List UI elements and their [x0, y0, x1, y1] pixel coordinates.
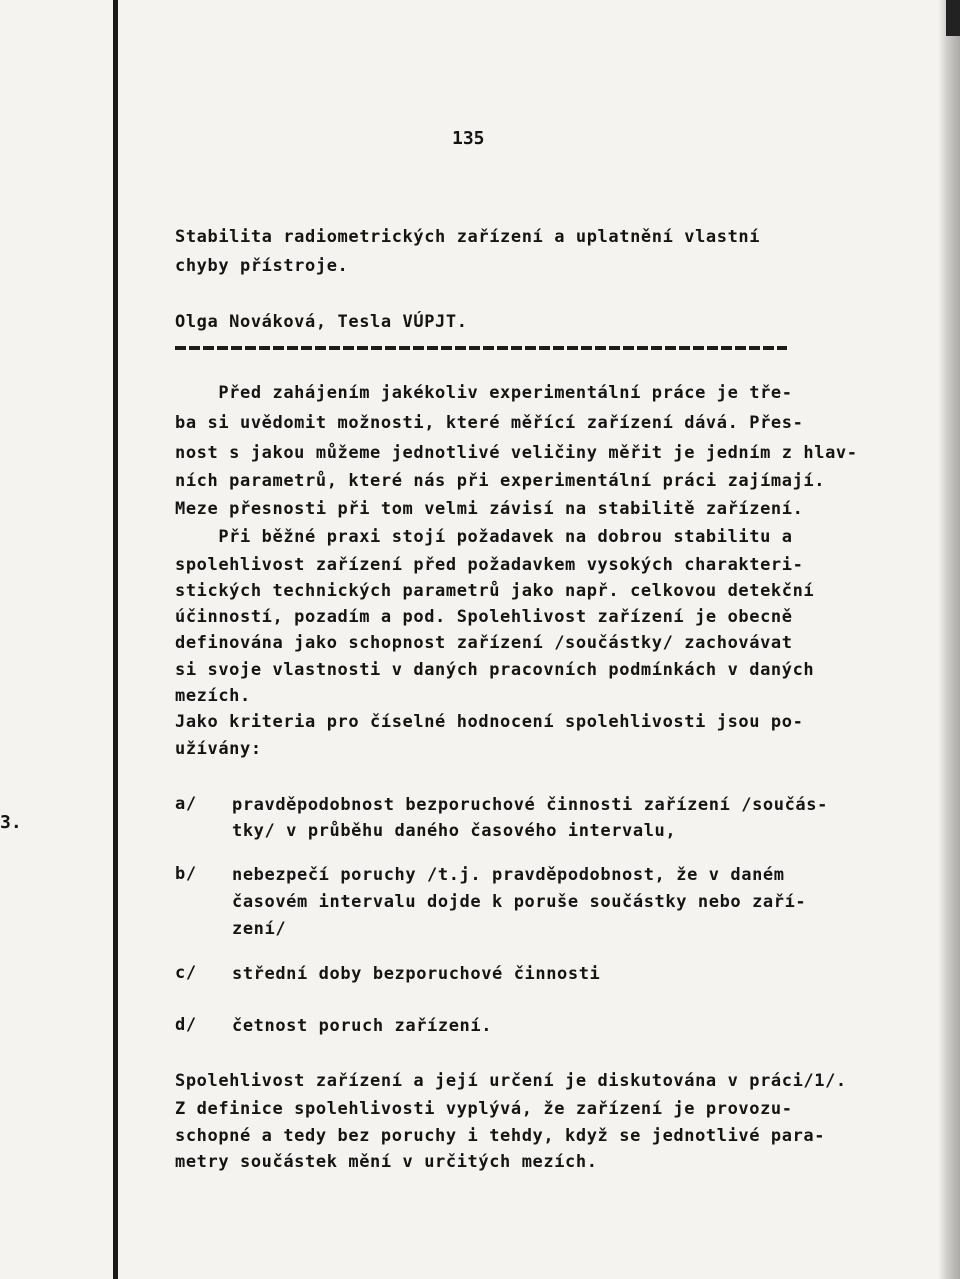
paragraph-2-line-1: Při běžné praxi stojí požadavek na dobrou stabilitu a	[175, 527, 793, 547]
paragraph-4-line-3: schopné a tedy bez poruchy i tehdy, když se jednotlivé para-	[175, 1126, 826, 1146]
paragraph-2-line-3: stických technických parametrů jako např. celkovou detekční	[175, 581, 815, 601]
paragraph-1-line-3: nost s jakou můžeme jednotlivé veličiny měřit je jedním z hlav-	[175, 443, 858, 463]
page-number: 135	[452, 128, 485, 149]
paragraph-4-line-4: metry součástek mění v určitých mezích.	[175, 1152, 598, 1172]
paragraph-3-line-1: Jako kriteria pro číselné hodnocení spolehlivosti jsou po-	[175, 712, 804, 732]
criterion-d-line-1: četnost poruch zařízení.	[232, 1016, 493, 1036]
paragraph-1-line-2: ba si uvědomit možnosti, které měřící zařízení dává. Přes-	[175, 413, 804, 433]
scan-edge-mark	[946, 0, 960, 36]
paragraph-2-line-4: účinností, pozadím a pod. Spolehlivost zařízení je obecně	[175, 607, 793, 627]
criterion-label-c: c/	[175, 963, 197, 983]
paragraph-1-line-1: Před zahájením jakékoliv experimentální práce je tře-	[175, 383, 793, 403]
paragraph-1-line-4: ních parametrů, které nás při experimentální práci zajímají.	[175, 471, 826, 491]
paragraph-3-line-2: užívány:	[175, 739, 262, 759]
criterion-label-b: b/	[175, 864, 197, 884]
paragraph-2-line-5: definována jako schopnost zařízení /součástky/ zachovávat	[175, 633, 793, 653]
authors: Olga Nováková, Tesla VÚPJT.	[175, 312, 468, 332]
paragraph-2-line-2: spolehlivost zařízení před požadavkem vysokých charakteri-	[175, 555, 804, 575]
criterion-b-line-3: zení/	[232, 919, 287, 939]
margin-section-number: 3.	[0, 812, 22, 833]
criterion-b-line-2: časovém intervalu dojde k poruše součástky nebo zaří-	[232, 892, 807, 912]
scan-edge-shadow	[938, 0, 960, 1279]
criterion-label-a: a/	[175, 794, 197, 814]
paragraph-2-line-6: si svoje vlastnosti v daných pracovních podmínkách v daných	[175, 660, 815, 680]
binding-rule	[113, 0, 118, 1279]
paragraph-4-line-2: Z definice spolehlivosti vyplývá, že zařízení je provozu-	[175, 1099, 793, 1119]
criterion-b-line-1: nebezpečí poruchy /t.j. pravděpodobnost, že v daném	[232, 865, 785, 885]
criterion-label-d: d/	[175, 1015, 197, 1035]
criterion-c-line-1: střední doby bezporuchové činnosti	[232, 964, 601, 984]
title-line-2: chyby přístroje.	[175, 256, 349, 276]
paragraph-1-line-5: Meze přesnosti při tom velmi závisí na stabilitě zařízení.	[175, 499, 804, 519]
criterion-a-line-2: tky/ v průběhu daného časového intervalu,	[232, 821, 677, 841]
dashed-separator	[175, 346, 787, 350]
paragraph-2-line-7: mezích.	[175, 686, 251, 706]
title-line-1: Stabilita radiometrických zařízení a uplatnění vlastní	[175, 227, 761, 247]
criterion-a-line-1: pravděpodobnost bezporuchové činnosti zařízení /součás-	[232, 795, 828, 815]
paragraph-4-line-1: Spolehlivost zařízení a její určení je diskutována v práci/1/.	[175, 1071, 847, 1091]
